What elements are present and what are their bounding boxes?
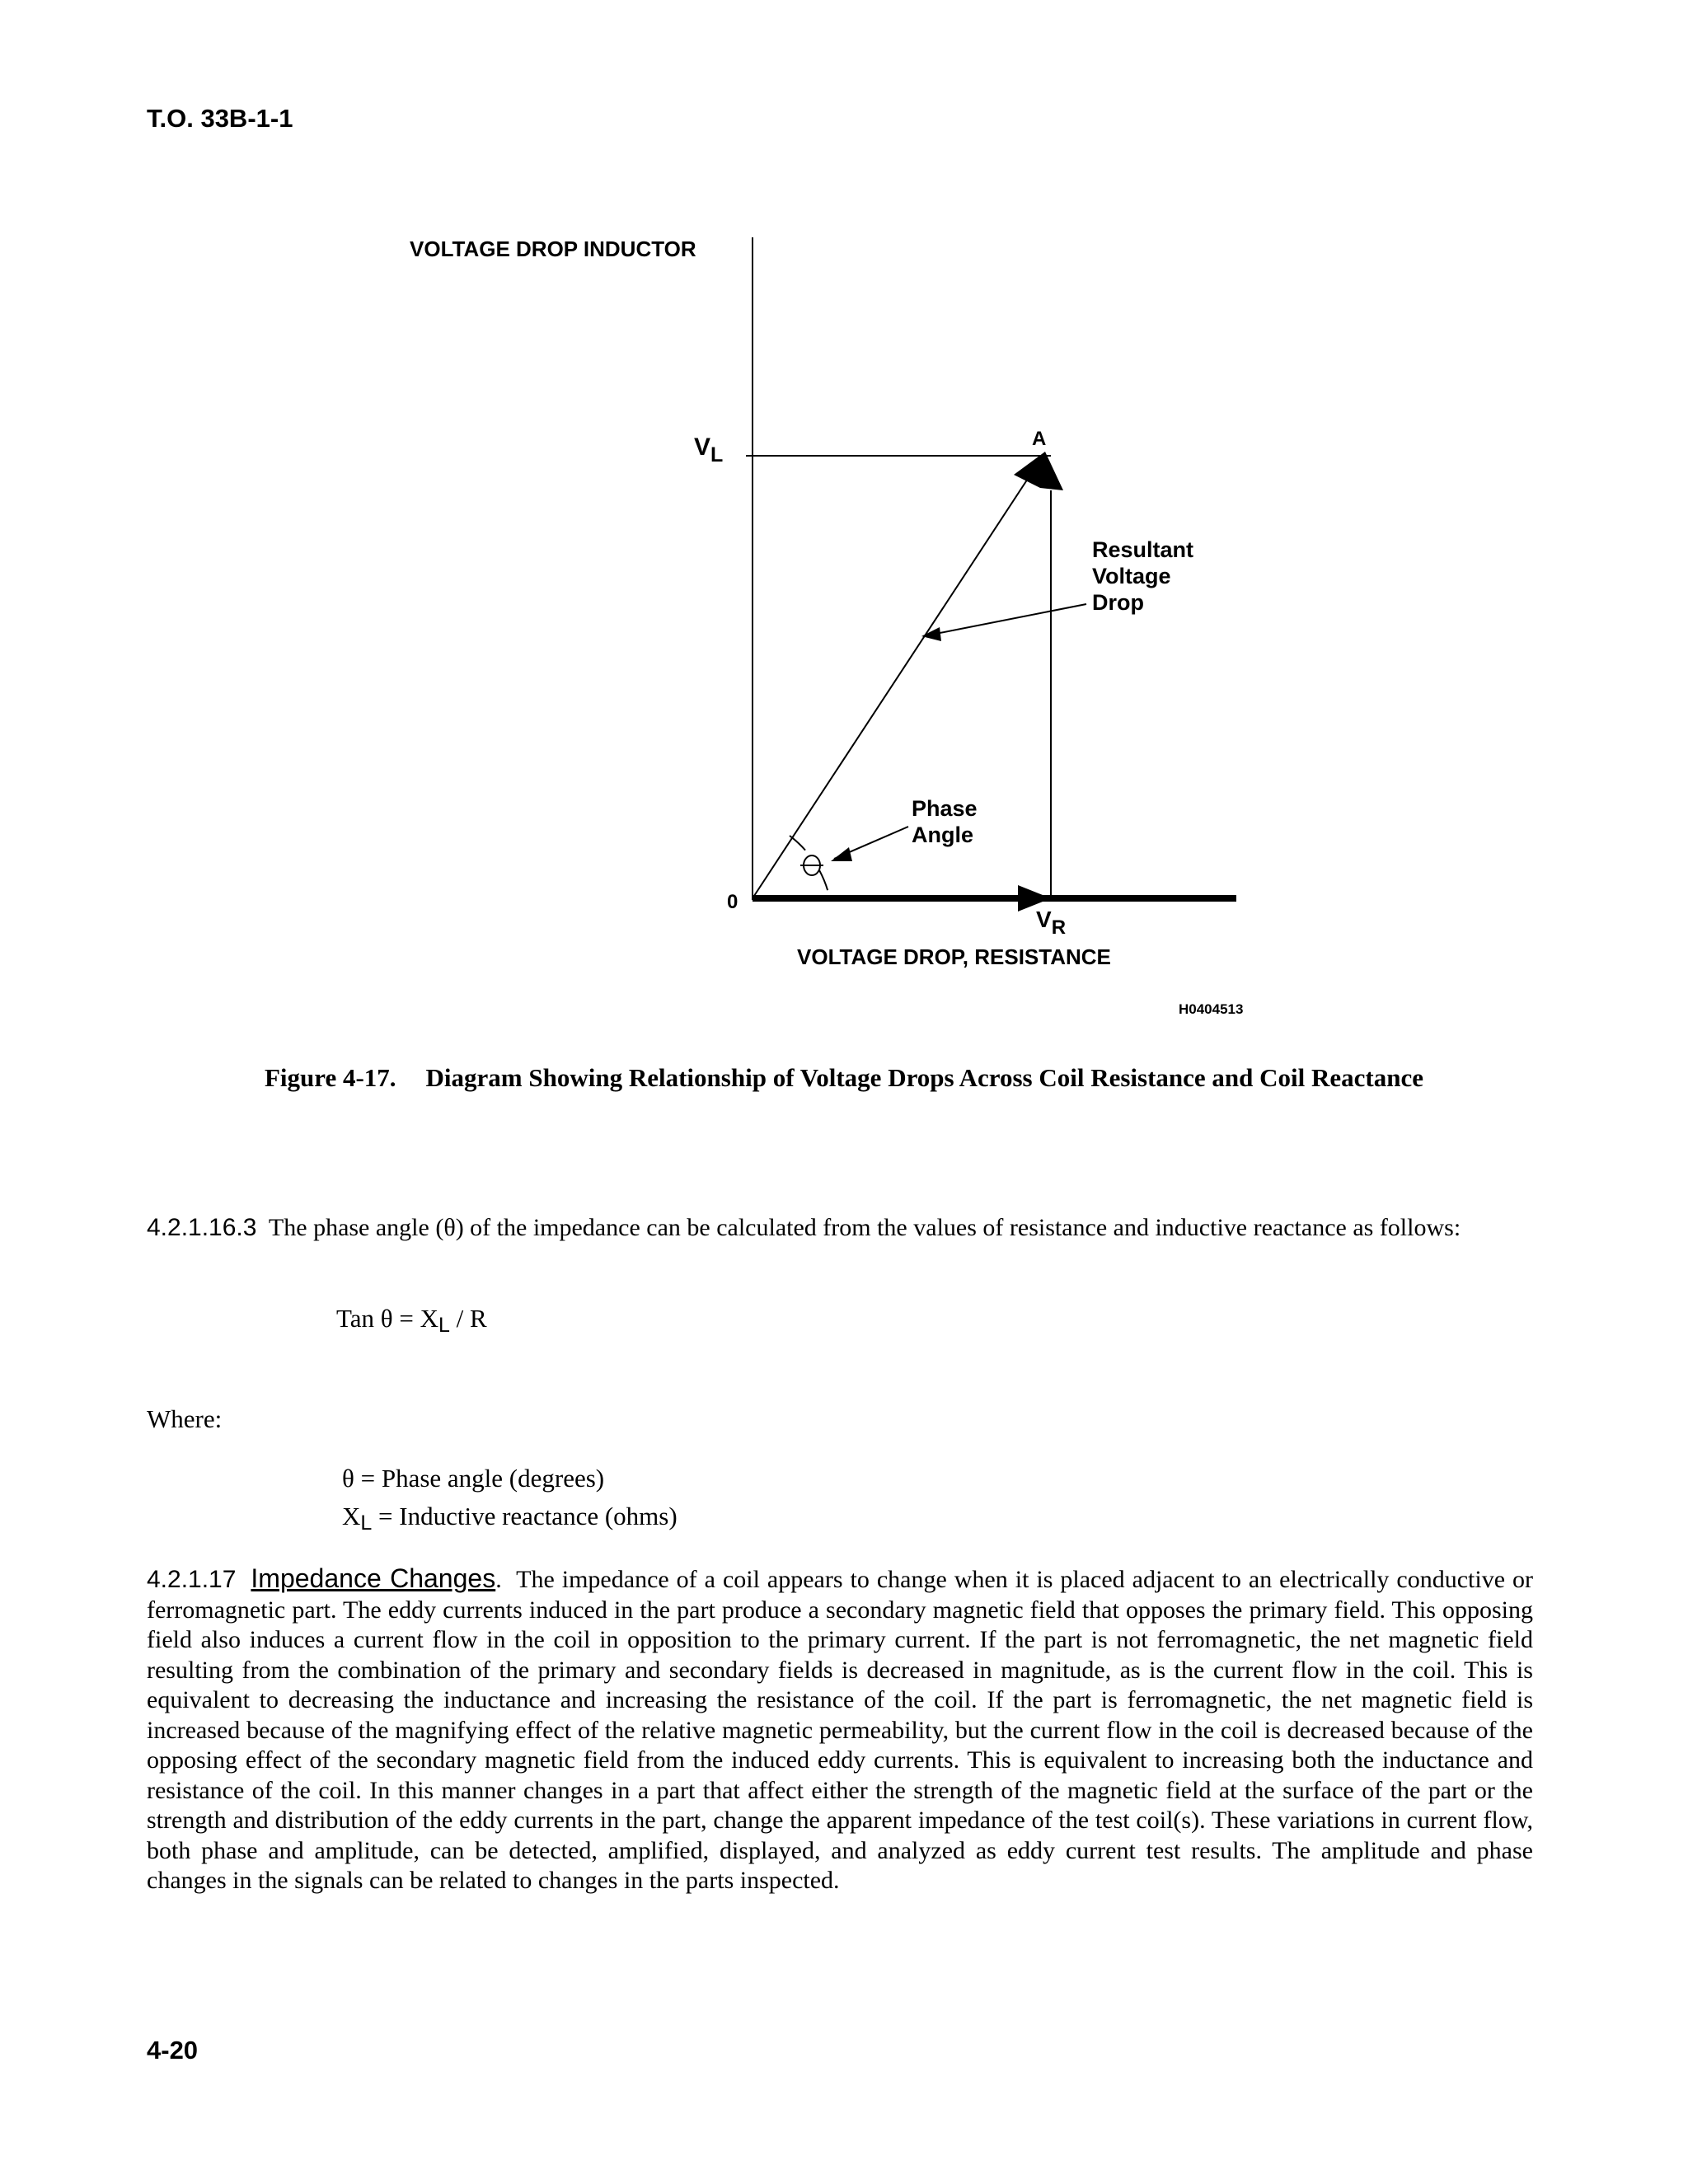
definition-xl: $X_L$ = Inductive reactance (ohms) — [342, 1502, 678, 1535]
paragraph-text: The impedance of a coil appears to change when it is placed adjacent to an electrically conductive or ferromagnetic part. The eddy currents induced in the part produce a secondary magnetic field that opposes the primary field. This opposing field also induces a current flow in the coil in opposition to the primary current. If the part is not ferromagnetic, the net magnetic field resulting from the combination of the primary and secondary fields is decreased in magnitude, as is the current flow in the coil. This is equivalent to decreasing the inductance and increasing the resistance of the coil. If the part is ferromagnetic, the net magnetic field is increased because of the magnifying effect of the relative magnetic permeability, but the current flow in the coil is decreased because of the opposing effect of the secondary magnetic field from the induced eddy currents. This is equivalent to increasing both the inductance and resistance of the coil. In this manner changes in a part that affect either the strength of the magnetic field at the surface of the part or the strength and distribution of the eddy currents in the part, change the apparent impedance of the test coil(s). These variations in current flow, both phase and amplitude, can be detected, amplified, displayed, and analyzed as eddy current test results. The amplitude and phase changes in the signals can be related to changes in the parts inspected. — [147, 1566, 1533, 1894]
resultant-pointer — [923, 604, 1086, 636]
resultant-label-1: Resultant — [1092, 537, 1194, 562]
figure-caption-title: Diagram Showing Relationship of Voltage Drops Across Coil Resistance and Coil Reactance — [425, 1063, 1424, 1092]
figure-id: H0404513 — [1179, 1001, 1244, 1017]
vr-label: VR — [1036, 907, 1067, 939]
figure-caption-number: Figure 4-17. — [264, 1063, 396, 1092]
paragraph-text: The phase angle (θ) of the impedance can be calculated from the values of resistance and inductive reactance as follows: — [268, 1214, 1461, 1241]
phasor-diagram — [0, 0, 1688, 1038]
phase-pointer-head — [831, 847, 852, 861]
paragraph-4-2-1-17: 4.2.1.17 Impedance Changes. The impedance of a coil appears to change when it is placed adjacent to an electrically conductive or ferromagnetic part. The eddy currents induced in the part produce a secondary magnetic field that opposes the primary field. This opposing field also induces a current flow in the coil in opposition to the primary current. If the part is not ferromagnetic, the net magnetic field resulting from the combination of the primary and secondary fields is decreased in magnitude, as is the current flow in the coil. This is equivalent to decreasing the inductance and increasing the resistance of the coil. If the part is ferromagnetic, the net magnetic field is increased because of the magnifying effect of the relative magnetic permeability, but the current flow in the coil is decreased because of the opposing effect of the secondary magnetic field from the induced eddy currents. This is equivalent to increasing both the inductance and resistance of the coil. In this manner changes in a part that affect either the strength of the magnetic field at the surface of the part or the strength and distribution of the eddy currents in the part, change the apparent impedance of the test coil(s). These variations in current flow, both phase and amplitude, can be detected, amplified, displayed, and analyzed as eddy current test results. The amplitude and phase changes in the signals can be related to changes in the parts inspected. — [147, 1563, 1533, 1894]
paragraph-4-2-1-16-3 — [147, 1213, 1533, 1244]
x-axis-label: VOLTAGE DROP, RESISTANCE — [797, 944, 1111, 969]
paragraph-title: Impedance Changes — [251, 1563, 496, 1593]
definition-theta: θ = Phase angle (degrees) — [342, 1464, 605, 1493]
point-a-label: A — [1032, 428, 1047, 450]
paragraph-number: 4.2.1.16.3 — [147, 1214, 257, 1241]
phase-label-1: Phase — [912, 796, 978, 821]
document-number: T.O. 33B-1-1 — [147, 104, 293, 133]
page-number: 4-20 — [147, 2036, 199, 2064]
paragraph-number: 4.2.1.17 — [147, 1566, 237, 1593]
where-label: Where: — [147, 1404, 223, 1433]
vl-label: $V_L$ — [694, 434, 724, 466]
resultant-pointer-head — [921, 627, 941, 641]
figure-caption — [0, 1063, 1688, 1093]
formula: Tan $\theta = X_L / R$ — [336, 1304, 487, 1337]
resultant-label-3: Drop — [1092, 590, 1144, 615]
resultant-arrowhead — [1014, 452, 1063, 490]
y-axis-label: VOLTAGE DROP INDUCTOR — [410, 237, 696, 261]
phase-label-2: Angle — [912, 823, 974, 847]
resultant-label-2: Voltage — [1092, 564, 1171, 588]
origin-label: 0 — [727, 891, 738, 913]
